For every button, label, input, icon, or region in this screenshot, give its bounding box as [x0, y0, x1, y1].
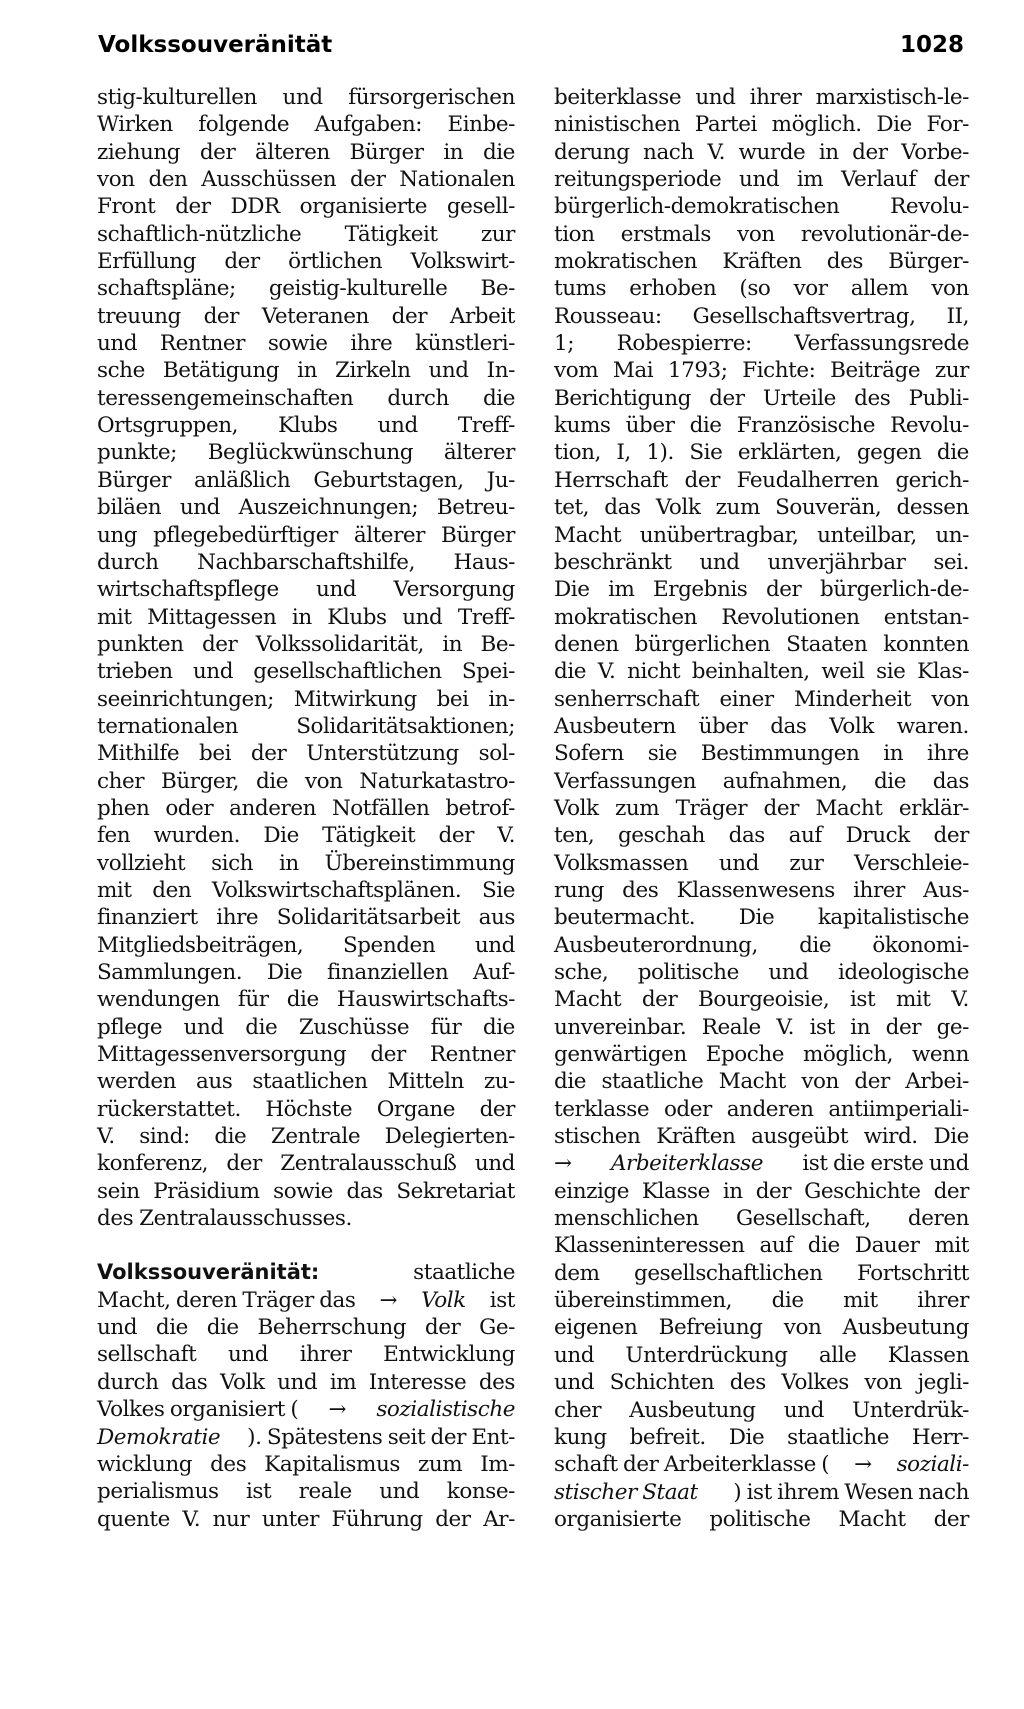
text-line: mokratischen Revolutionen entstan- — [554, 604, 969, 630]
right-column — [554, 84, 969, 1533]
text-line: Bürger anläßlich Geburtstagen, Ju- — [97, 467, 515, 493]
cross-reference-arrow: → — [854, 1452, 872, 1478]
text-line: des Zentralausschusses. — [97, 1206, 352, 1232]
entry-text: Macht, deren Träger das — [97, 1287, 356, 1313]
text-line: senherrschaft einer Minderheit von — [554, 686, 969, 712]
text-line: Macht der Bourgeoisie, ist mit V. — [554, 987, 969, 1013]
text-line: Wirken folgende Aufgaben: Einbe- — [97, 112, 515, 138]
text-line: konferenz, der Zentralausschuß und — [97, 1151, 515, 1177]
text-line: Berichtigung der Urteile des Publi- — [554, 385, 969, 411]
text-line: seeinrichtungen; Mitwirkung bei in- — [97, 686, 515, 712]
text-line: Volksmassen und zur Verschleie- — [554, 850, 969, 876]
cross-reference-arrow: → — [328, 1397, 347, 1423]
text-line: kung befreit. Die staatliche Herr- — [554, 1424, 969, 1450]
entry-text: Volkes organisiert ( — [97, 1397, 299, 1423]
text-line — [554, 1451, 969, 1478]
text-line: Mittagessenversorgung der Rentner — [97, 1042, 515, 1068]
text-line: menschlichen Gesellschaft, deren — [554, 1206, 969, 1232]
text-line: wirtschaftspflege und Versorgung — [97, 577, 515, 603]
entry-text: ist — [489, 1287, 515, 1313]
text-line: Die im Ergebnis der bürgerlich-de- — [554, 577, 969, 603]
text-line: ung pflegebedürftiger älterer Bürger — [97, 522, 515, 548]
text-line: biläen und Auszeichnungen; Betreu- — [97, 495, 515, 521]
text-line: Verfassungen aufnahmen, die das — [554, 768, 969, 794]
page-number: 1028 — [900, 32, 965, 58]
text-line: und Rentner sowie ihre künstleri- — [97, 331, 515, 357]
text-line: ten, geschah das auf Druck der — [554, 823, 969, 849]
entry-text: ) ist ihrem Wesen nach — [733, 1479, 969, 1505]
text-line: teressengemeinschaften durch die — [97, 385, 515, 411]
text-line: ternationalen Solidaritätsaktionen; — [97, 713, 515, 739]
text-line: ziehung der älteren Bürger in die — [97, 139, 515, 165]
text-line: die V. nicht beinhalten, weil sie Klas- — [554, 659, 969, 685]
running-head-term: Volkssouveränität — [98, 32, 333, 58]
text-line: Macht unübertragbar, unteilbar, un- — [554, 522, 969, 548]
entry-volkssouveraenitaet — [97, 1259, 515, 1532]
text-line: stischen Kräften ausgeübt wird. Die — [554, 1124, 969, 1150]
text-line: finanziert ihre Solidaritätsarbeit aus — [97, 905, 515, 931]
text-line: durch das Volk und im Interesse des — [97, 1369, 515, 1395]
text-line: und Unterdrückung alle Klassen — [554, 1342, 969, 1368]
text-line: wicklung des Kapitalismus zum Im- — [97, 1451, 515, 1477]
text-line: mokratischen Kräften des Bürger- — [554, 249, 969, 275]
text-line: tums erhoben (so vor allem von — [554, 276, 969, 302]
text-line: übereinstimmen, die mit ihrer — [554, 1288, 969, 1314]
paragraph-gap — [97, 1232, 515, 1259]
text-line: bürgerlich-demokratischen Revolu- — [554, 194, 969, 220]
text-line: Sofern sie Bestimmungen in ihre — [554, 741, 969, 767]
text-line: reitungsperiode und im Verlauf der — [554, 167, 969, 193]
text-line: denen bürgerlichen Staaten konnten — [554, 631, 969, 657]
text-line: organisierte politische Macht der — [554, 1506, 969, 1532]
text-line: sellschaft und ihrer Entwicklung — [97, 1342, 515, 1368]
text-line — [554, 1150, 969, 1177]
text-line: perialismus ist reale und konse- — [97, 1479, 515, 1505]
text-line: Klasseninteressen auf die Dauer mit — [554, 1233, 969, 1259]
text-line — [97, 1259, 515, 1286]
text-line: ninistischen Partei möglich. Die For- — [554, 112, 969, 138]
text-line: rückerstattet. Höchste Organe der — [97, 1096, 515, 1122]
cross-reference-link-volk[interactable]: Volk — [421, 1287, 466, 1313]
text-line: beiterklasse und ihrer marxistisch-le- — [554, 85, 969, 110]
text-line: cher Ausbeutung und Unterdrük- — [554, 1397, 969, 1423]
text-line: dem gesellschaftlichen Fortschritt — [554, 1260, 969, 1286]
text-line: sche Betätigung in Zirkeln und In- — [97, 358, 515, 384]
text-line: vom Mai 1793; Fichte: Beiträge zur — [554, 358, 969, 384]
entry-text: ). Spätestens seit der Ent- — [247, 1424, 515, 1450]
text-line: wendungen für die Hauswirtschafts- — [97, 987, 515, 1013]
text-line — [97, 1424, 515, 1451]
text-line: beutermacht. Die kapitalistische — [554, 905, 969, 931]
text-line: Volk zum Träger der Macht erklär- — [554, 795, 969, 821]
text-line: quente V. nur unter Führung der Ar- — [97, 1506, 515, 1532]
text-line: von den Ausschüssen der Nationalen — [97, 167, 515, 193]
text-line: derung nach V. wurde in der Vorbe- — [554, 139, 969, 165]
text-line: mit den Volkswirtschaftsplänen. Sie — [97, 877, 515, 903]
entry-text: staatliche — [413, 1260, 515, 1286]
paragraph-text — [554, 1178, 969, 1451]
cross-reference-link-sozialistischer-staat[interactable]: stischer Staat — [554, 1479, 698, 1505]
text-line: Mithilfe bei der Unterstützung sol- — [97, 741, 515, 767]
cross-reference-link-sozialistischer-staat[interactable]: soziali- — [896, 1452, 969, 1478]
cross-reference-link-arbeiterklasse[interactable]: Arbeiterklasse — [610, 1151, 763, 1177]
text-line: beschränkt und unverjährbar sei. — [554, 549, 969, 575]
text-line: 1; Robespierre: Verfassungsrede — [554, 331, 969, 357]
text-line: phen oder anderen Notfällen betrof- — [97, 795, 515, 821]
text-line: schaftspläne; geistig-kulturelle Be- — [97, 276, 515, 302]
text-line: genwärtigen Epoche möglich, wenn — [554, 1042, 969, 1068]
text-line: Ausbeutern über das Volk waren. — [554, 713, 969, 739]
text-line: treuung der Veteranen der Arbeit — [97, 303, 515, 329]
text-line: Front der DDR organisierte gesell- — [97, 194, 515, 220]
text-line: die staatliche Macht von der Arbei- — [554, 1069, 969, 1095]
text-line: Ortsgruppen, Klubs und Treff- — [97, 413, 515, 439]
text-line — [97, 1287, 515, 1314]
text-line — [97, 1396, 515, 1423]
text-line: schaftlich-nützliche Tätigkeit zur — [97, 221, 515, 247]
text-line: und die die Beherrschung der Ge- — [97, 1315, 515, 1341]
text-line: pflege und die Zuschüsse für die — [97, 1014, 515, 1040]
entry-text: ist die erste und — [802, 1151, 969, 1177]
text-line: einzige Klasse in der Geschichte der — [554, 1178, 969, 1204]
paragraph-volkssolidaritaet-continued — [97, 84, 515, 1232]
text-line: punkte; Beglückwünschung älterer — [97, 440, 515, 466]
text-line: rung des Klassenwesens ihrer Aus- — [554, 877, 969, 903]
text-line: sche, politische und ideologische — [554, 960, 969, 985]
text-line: werden aus staatlichen Mitteln zu- — [97, 1069, 515, 1095]
text-line: und Schichten des Volkes von jegli- — [554, 1370, 969, 1396]
text-line: Erfüllung der örtlichen Volkswirt- — [97, 249, 515, 275]
text-line: tet, das Volk zum Souverän, dessen — [554, 495, 969, 521]
text-line — [554, 1479, 969, 1506]
text-line: unvereinbar. Reale V. ist in der ge- — [554, 1014, 969, 1040]
text-line: kums über die Französische Revolu- — [554, 413, 969, 439]
text-line: Mitgliedsbeiträgen, Spenden und — [97, 932, 515, 958]
entry-term: Volkssouveränität: — [97, 1260, 320, 1285]
text-line: Ausbeuterordnung, die ökonomi- — [554, 932, 969, 958]
text-line: Herrschaft der Feudalherren gerich- — [554, 467, 969, 493]
text-line: terklasse oder anderen antiimperiali- — [554, 1096, 969, 1122]
text-line: mit Mittagessen in Klubs und Treff- — [97, 604, 515, 630]
text-line: Rousseau: Gesellschaftsvertrag, II, — [554, 303, 969, 329]
text-line: tion erstmals von revolutionär-de- — [554, 221, 969, 247]
cross-reference-link-sozialistische-demokratie[interactable]: sozialistische — [376, 1397, 515, 1423]
text-line: trieben und gesellschaftlichen Spei- — [97, 659, 515, 685]
cross-reference-arrow: → — [379, 1287, 398, 1313]
text-line: tion, I, 1). Sie erklärten, gegen die — [554, 440, 969, 466]
left-column — [97, 84, 515, 1533]
text-line: vollzieht sich in Übereinstimmung — [97, 850, 515, 876]
text-line: stig-kulturellen und fürsorgerischen — [97, 85, 515, 110]
text-line: Sammlungen. Die finanziellen Auf- — [97, 960, 515, 985]
text-line: durch Nachbarschaftshilfe, Haus- — [97, 549, 515, 575]
text-line: sein Präsidium sowie das Sekretariat — [97, 1178, 515, 1204]
cross-reference-link-sozialistische-demokratie[interactable]: Demokratie — [97, 1424, 221, 1450]
paragraph-text — [554, 84, 969, 1150]
text-line: V. sind: die Zentrale Delegierten- — [97, 1124, 515, 1150]
text-line: cher Bürger, die von Naturkatastro- — [97, 768, 515, 794]
text-line: eigenen Befreiung von Ausbeutung — [554, 1315, 969, 1341]
text-line: punkten der Volkssolidarität, in Be- — [97, 631, 515, 657]
entry-text: schaft der Arbeiterklasse ( — [554, 1452, 830, 1478]
cross-reference-arrow: → — [554, 1151, 572, 1177]
text-line: fen wurden. Die Tätigkeit der V. — [97, 823, 515, 849]
